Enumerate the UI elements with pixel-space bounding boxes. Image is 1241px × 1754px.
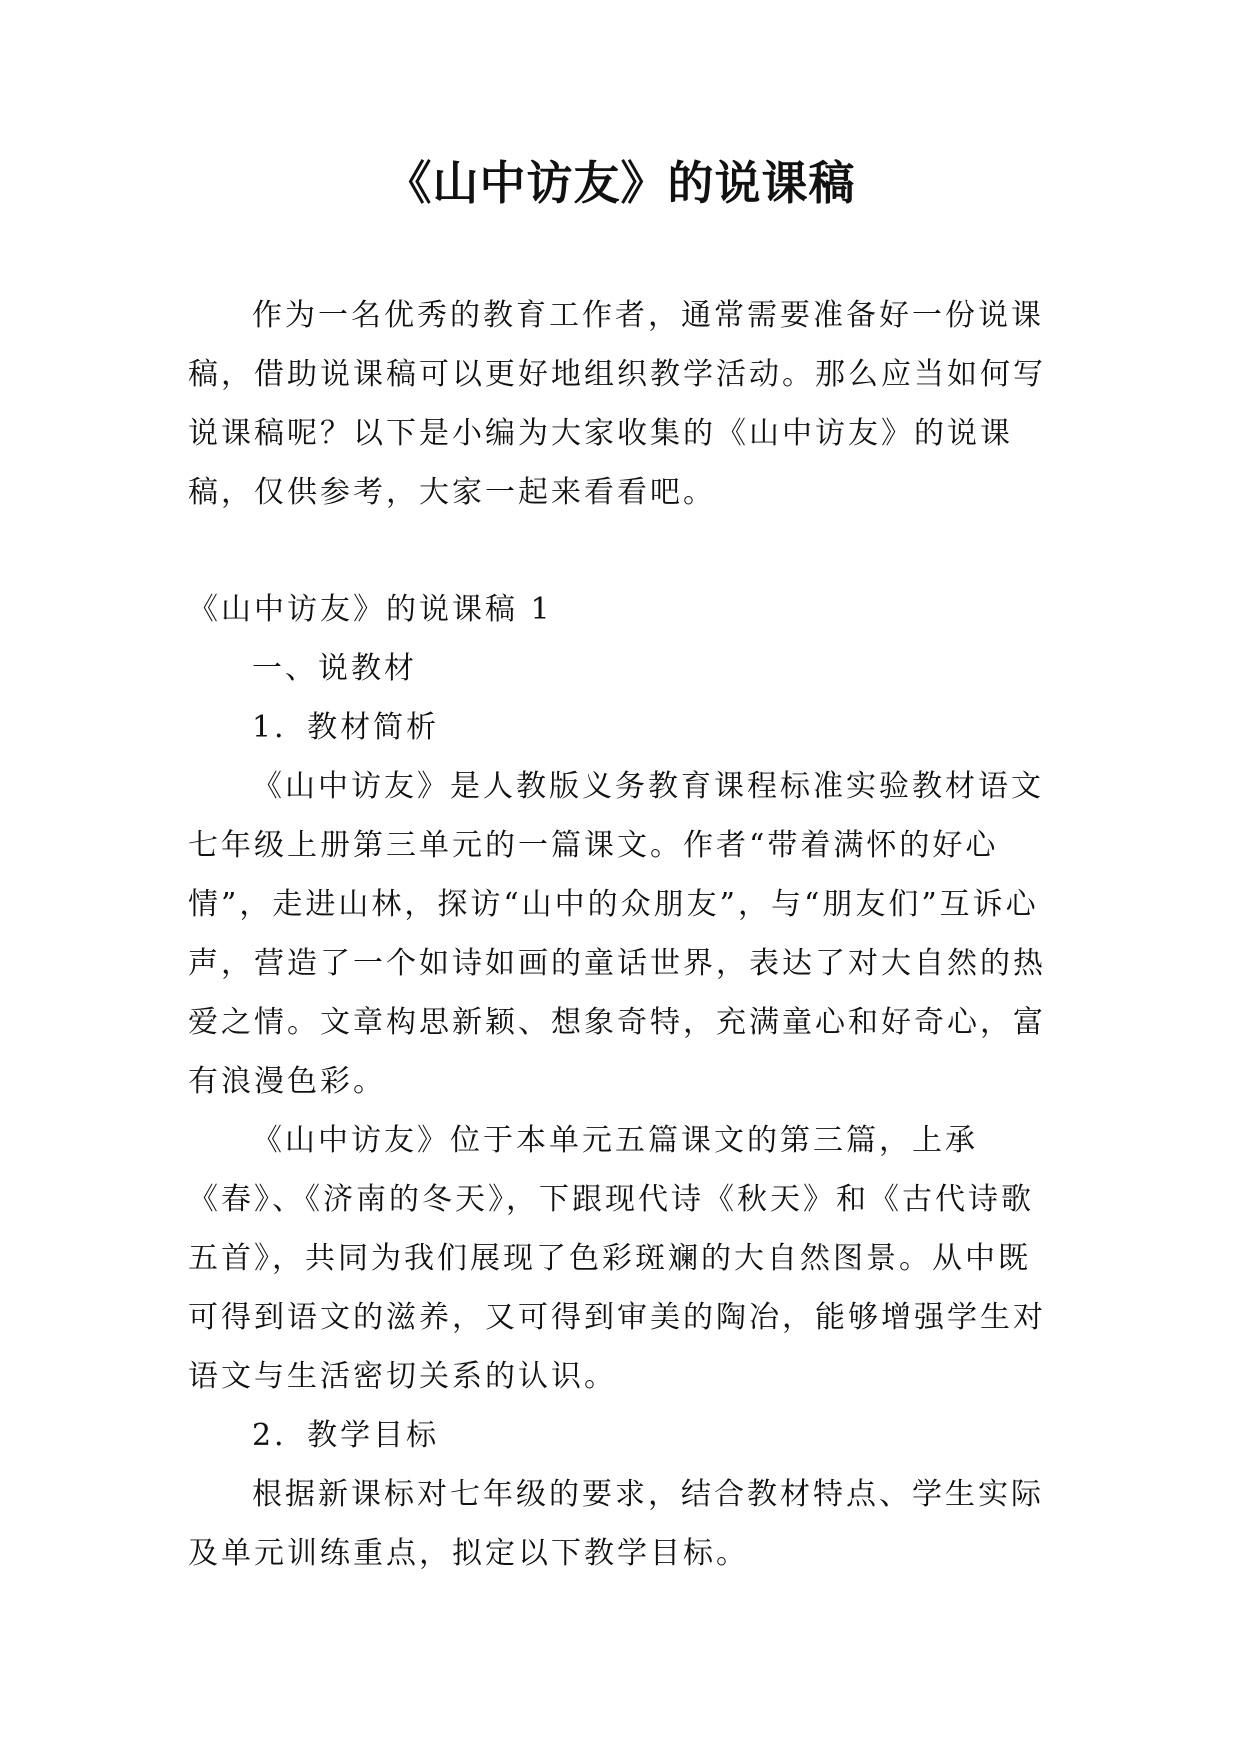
section-title: 《山中访友》的说课稿 1 xyxy=(188,592,553,627)
subheading-material-analysis: 1．教材简析 xyxy=(252,710,440,745)
subheading-teaching-goals: 2．教学目标 xyxy=(252,1418,440,1453)
paragraph-material-analysis: 《山中访友》是人教版义务教育课程标准实验教材语文七年级上册第三单元的一篇课文。作者“带着满怀的好心情”，走进山林，探访“山中的众朋友”，与“朋友们”互诉心声，营造了一个如诗如画的童话世界，表达了对大自然的热爱之情。文章构思新颖、想象奇特，充满童心和好奇心，富有浪漫色彩。 xyxy=(188,769,1046,1099)
heading-teaching-material: 一、说教材 xyxy=(252,651,417,686)
paragraph-unit-position: 《山中访友》位于本单元五篇课文的第三篇，上承《春》、《济南的冬天》，下跟现代诗《秋天》和《古代诗歌五首》，共同为我们展现了色彩斑斓的大自然图景。从中既可得到语文的滋养，又可得到审美的陶冶，能够增强学生对语文与生活密切关系的认识。 xyxy=(188,1123,1046,1394)
intro-paragraph: 作为一名优秀的教育工作者，通常需要准备好一份说课稿，借助说课稿可以更好地组织教学活动。那么应当如何写说课稿呢？以下是小编为大家收集的《山中访友》的说课稿，仅供参考，大家一起来看看吧。 xyxy=(188,298,1046,510)
document-body xyxy=(188,286,1048,1583)
document-title: 《山中访友》的说课稿 xyxy=(385,156,856,210)
paragraph-teaching-goals: 根据新课标对七年级的要求，结合教材特点、学生实际及单元训练重点，拟定以下教学目标。 xyxy=(188,1477,1044,1571)
